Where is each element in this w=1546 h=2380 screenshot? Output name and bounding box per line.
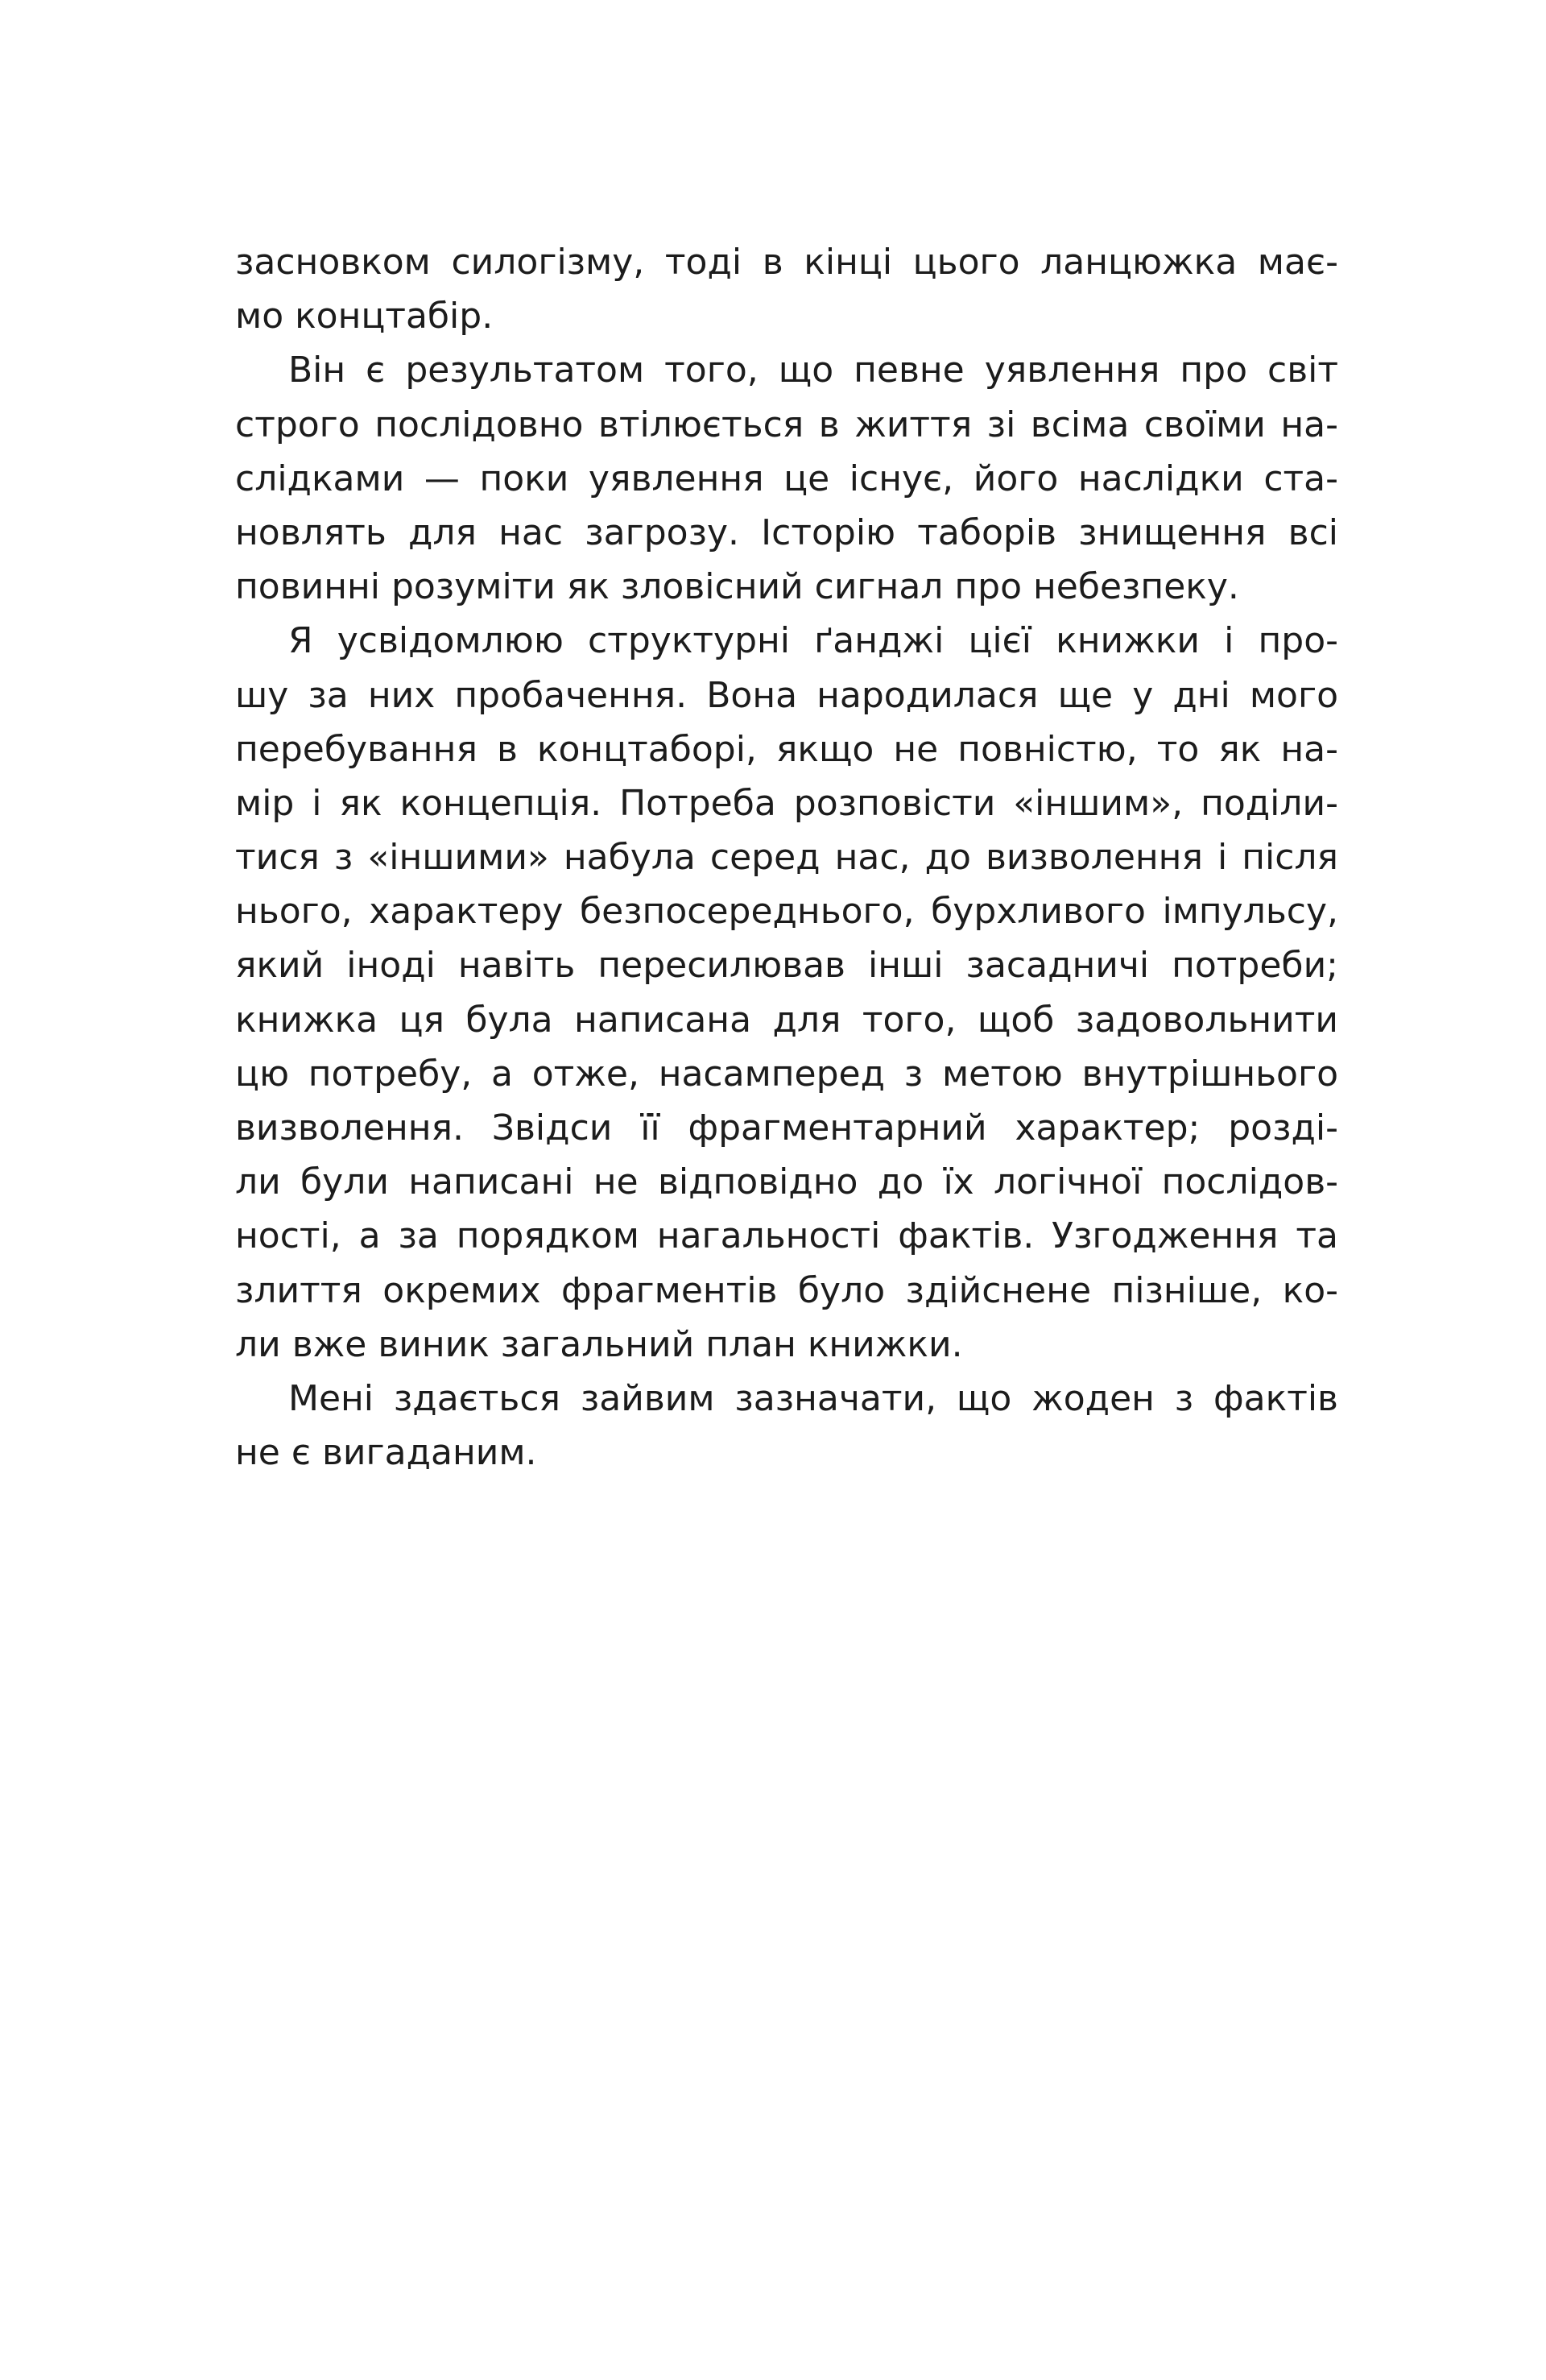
text-line: Він є результатом того, що певне уявлення про світ xyxy=(288,350,1338,391)
text-line: ності, а за порядком нагальності фактів. Узгодження та xyxy=(235,1215,1338,1257)
text-line: повинні розуміти як зловісний сигнал про небезпеку. xyxy=(235,566,1239,608)
text-line: Я усвідомлюю структурні ґанджі цієї книжки і про- xyxy=(288,620,1338,662)
text-line: не є вигаданим. xyxy=(235,1432,537,1474)
text-line: мо концтабір. xyxy=(235,296,494,337)
text-line: книжка ця була написана для того, щоб задовольнити xyxy=(235,999,1338,1041)
text-line: мір і як концепція. Потреба розповісти «іншим», поділи- xyxy=(235,782,1338,824)
paragraph-2 xyxy=(235,343,1338,614)
text-line: злиття окремих фрагментів було здійснене пізніше, ко- xyxy=(235,1269,1338,1311)
text-line: перебування в концтаборі, якщо не повністю, то як на- xyxy=(235,728,1338,770)
text-line: засновком силогізму, тоді в кінці цього ланцюжка має- xyxy=(235,242,1338,283)
text-line: тися з «іншими» набула серед нас, до визволення і після xyxy=(235,837,1338,879)
text-line: ли були написані не відповідно до їх логічної послідов- xyxy=(235,1161,1338,1203)
paragraph-3 xyxy=(235,614,1338,1372)
text-line: Мені здається зайвим зазначати, що жоден з фактів xyxy=(288,1377,1338,1419)
text-line: слідками — поки уявлення це існує, його наслідки ста- xyxy=(235,457,1338,499)
text-line: цю потребу, а отже, насамперед з метою внутрішнього xyxy=(235,1053,1338,1095)
text-line: шу за них пробачення. Вона народилася ще у дні мого xyxy=(235,674,1338,716)
paragraph-4 xyxy=(235,1372,1338,1480)
text-line: ли вже виник загальний план книжки. xyxy=(235,1323,963,1365)
paragraph-1 xyxy=(235,235,1338,343)
text-line: визволення. Звідси її фрагментарний характер; розді- xyxy=(235,1107,1338,1149)
text-line: який іноді навіть пересилював інші засадничі потреби; xyxy=(235,945,1338,987)
body-text xyxy=(235,235,1338,1480)
text-line: новлять для нас загрозу. Історію таборів знищення всі xyxy=(235,511,1338,553)
text-line: строго послідовно втілюється в життя зі всіма своїми на- xyxy=(235,404,1338,445)
text-line: нього, характеру безпосереднього, бурхливого імпульсу, xyxy=(235,891,1338,933)
